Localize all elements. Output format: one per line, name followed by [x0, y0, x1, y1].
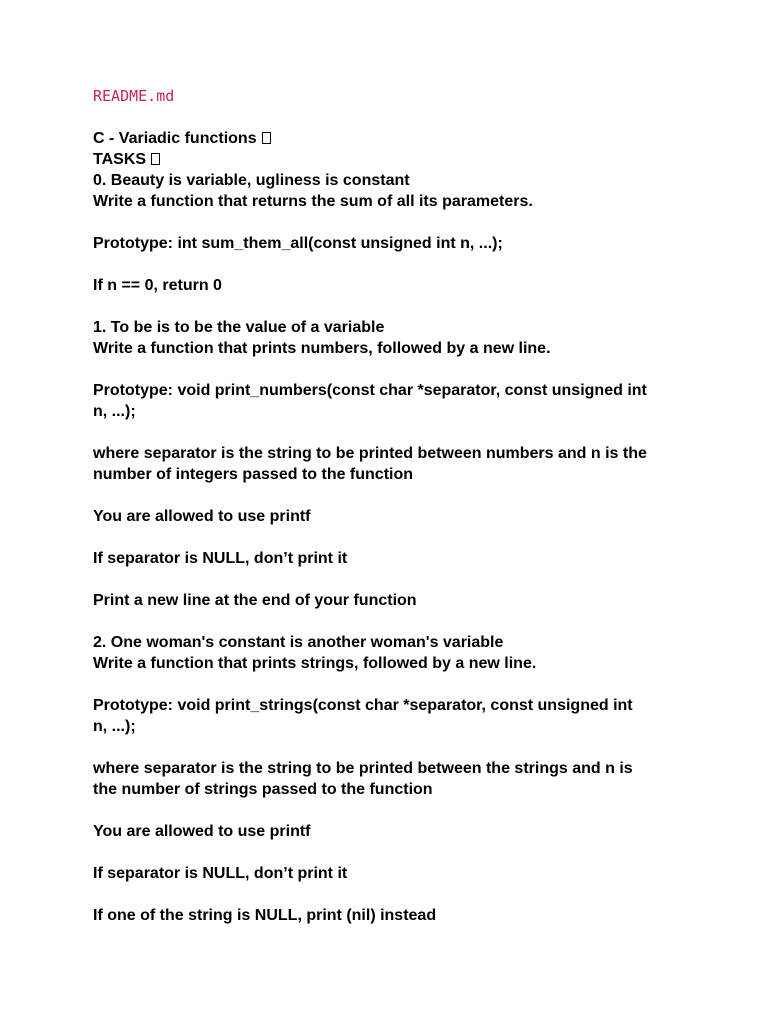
task1-rule1-line2: number of integers passed to the function [93, 466, 414, 483]
task0-rule: If n == 0, return 0 [93, 277, 222, 294]
task2-prototype-line2: n, ...); [93, 718, 136, 735]
task0-heading: 0. Beauty is variable, ugliness is constant [93, 172, 410, 189]
spacer [93, 569, 693, 590]
doc-title-line [93, 128, 693, 149]
task2-description: Write a function that prints strings, followed by a new line. [93, 655, 537, 672]
spacer [93, 737, 693, 758]
spacer [93, 884, 693, 905]
task1-prototype-line2: n, ...); [93, 403, 136, 420]
task0-prototype: Prototype: int sum_them_all(const unsigned int n, ...); [93, 235, 503, 252]
doc-title: C - Variadic functions [93, 130, 257, 147]
task1-prototype-line1: Prototype: void print_numbers(const char *separator, const unsigned int [93, 382, 647, 399]
spacer [93, 485, 693, 506]
task2-heading: 2. One woman's constant is another woman's variable [93, 634, 504, 651]
document-page [93, 86, 693, 926]
spacer [93, 296, 693, 317]
spacer [93, 422, 693, 443]
task2-prototype-line1: Prototype: void print_strings(const char *separator, const unsigned int [93, 697, 633, 714]
tasks-heading-line [93, 149, 693, 170]
spacer [93, 212, 693, 233]
spacer [93, 527, 693, 548]
task2-rule3: If separator is NULL, don’t print it [93, 865, 348, 882]
task1-heading: 1. To be is to be the value of a variable [93, 319, 385, 336]
task2-rule1-line2: the number of strings passed to the function [93, 781, 433, 798]
missing-glyph-box-icon [262, 132, 271, 144]
spacer [93, 674, 693, 695]
task2-rule4: If one of the string is NULL, print (nil) instead [93, 907, 437, 924]
task1-rule2: You are allowed to use printf [93, 508, 311, 525]
spacer [93, 842, 693, 863]
tasks-heading: TASKS [93, 151, 147, 168]
spacer [93, 254, 693, 275]
missing-glyph-box-icon [151, 153, 160, 165]
spacer [93, 800, 693, 821]
spacer [93, 611, 693, 632]
task1-rule1-line1: where separator is the string to be printed between numbers and n is the [93, 445, 647, 462]
readme-filename: README.md [93, 87, 175, 105]
readme-content [93, 128, 693, 926]
task1-rule4: Print a new line at the end of your function [93, 592, 417, 609]
task2-rule2: You are allowed to use printf [93, 823, 311, 840]
task0-description: Write a function that returns the sum of all its parameters. [93, 193, 533, 210]
task1-rule3: If separator is NULL, don’t print it [93, 550, 348, 567]
task1-description: Write a function that prints numbers, followed by a new line. [93, 340, 551, 357]
spacer [93, 359, 693, 380]
task2-rule1-line1: where separator is the string to be printed between the strings and n is [93, 760, 633, 777]
